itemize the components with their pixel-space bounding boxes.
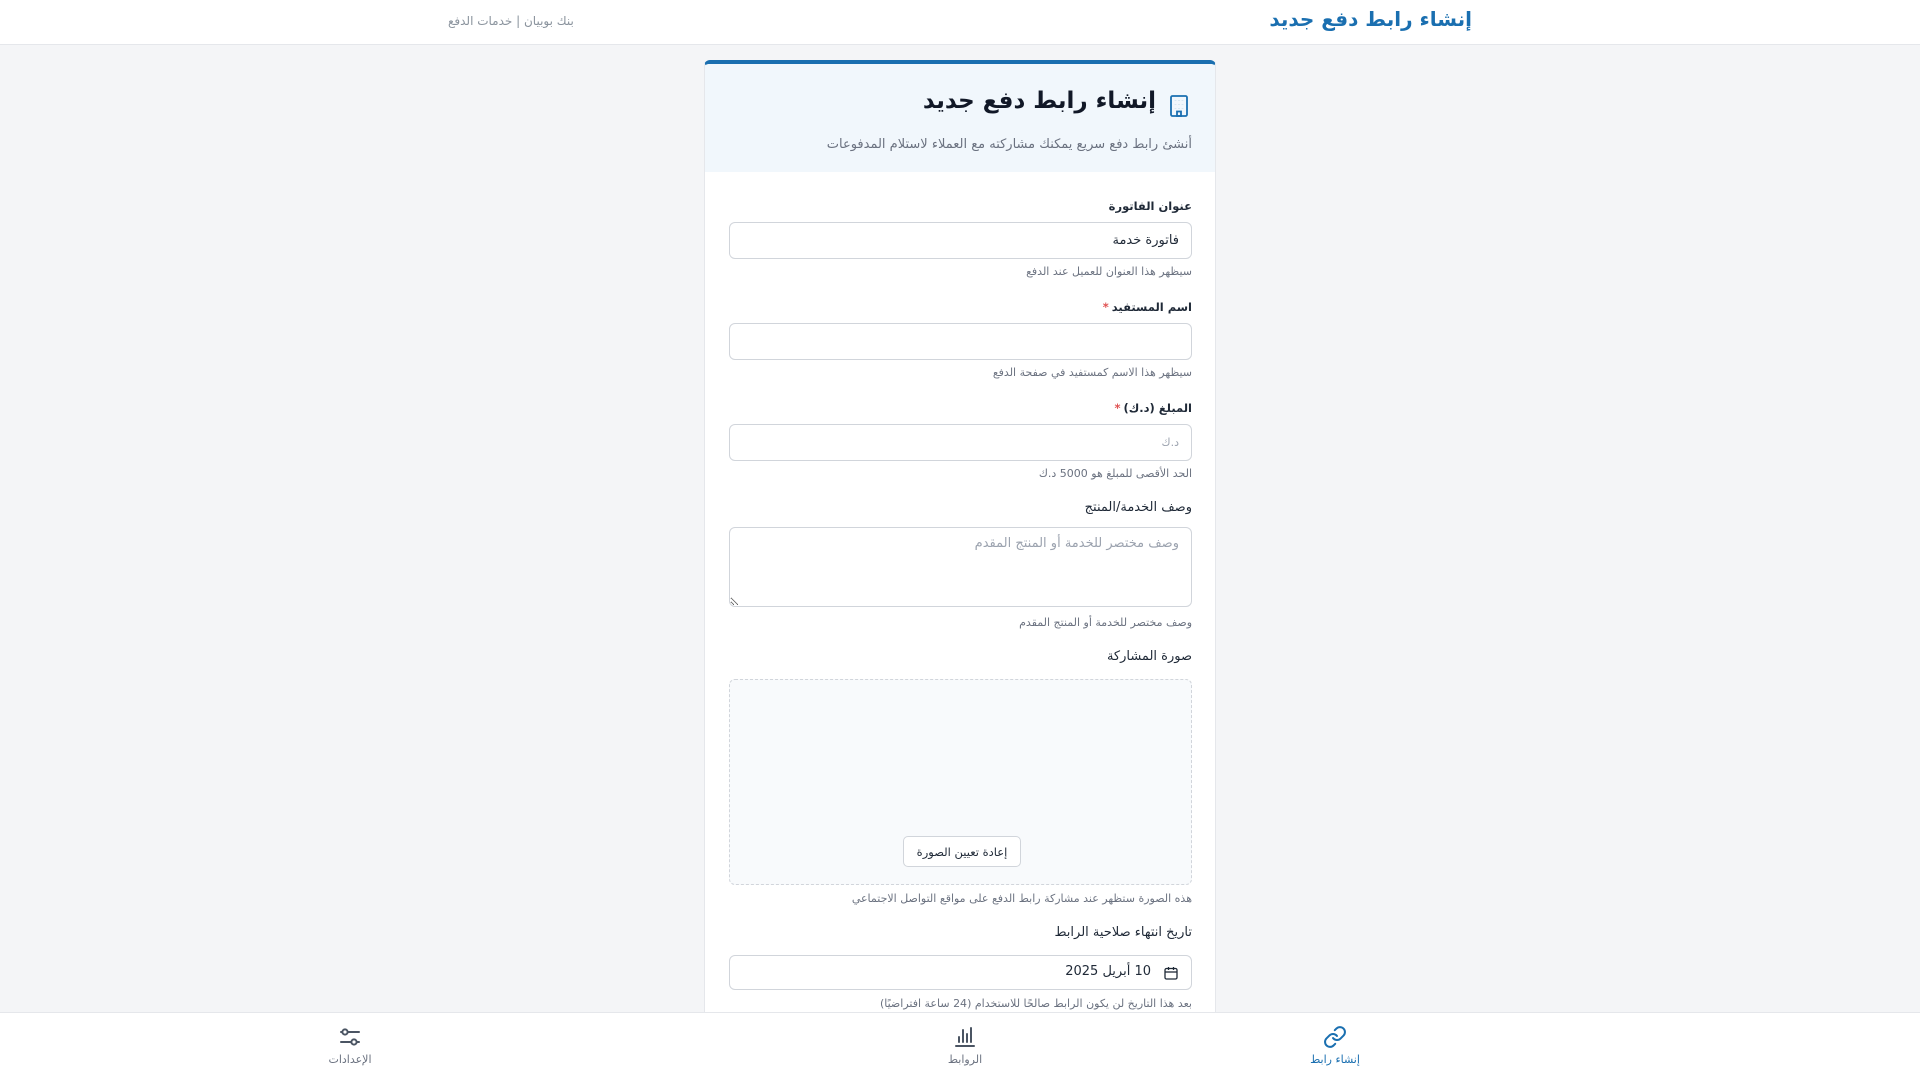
calendar-icon <box>1164 966 1178 980</box>
nav-links-label: الروابط <box>947 1053 983 1066</box>
building-icon <box>1168 94 1190 118</box>
beneficiary-label-text: اسم المستفيد <box>1111 300 1192 314</box>
bar-chart-icon <box>953 1025 977 1049</box>
share-image-hint: هذه الصورة ستظهر عند مشاركة رابط الدفع على مواقع التواصل الاجتماعي <box>851 892 1192 905</box>
amount-label <box>1114 401 1192 415</box>
share-image-label: صورة المشاركة <box>1106 649 1192 664</box>
nav-settings-label: الإعدادات <box>328 1053 372 1066</box>
description-label: وصف الخدمة/المنتج <box>1084 500 1192 515</box>
link-icon <box>1323 1025 1347 1049</box>
expiry-hint: بعد هذا التاريخ لن يكون الرابط صالحًا للاستخدام (24 ساعة افتراضيًا) <box>879 997 1192 1010</box>
settings-sliders-icon <box>338 1025 362 1049</box>
description-textarea[interactable] <box>729 527 1192 607</box>
expiry-label: تاريخ انتهاء صلاحية الرابط <box>1054 925 1192 940</box>
beneficiary-input[interactable] <box>729 323 1192 360</box>
amount-hint: الحد الأقصى للمبلغ هو 5000 د.ك <box>1038 467 1192 480</box>
header-subtitle: بنك بوبيان | خدمات الدفع <box>448 14 574 28</box>
create-link-card <box>704 60 1216 1020</box>
card-title: إنشاء رابط دفع جديد <box>922 88 1156 114</box>
bottom-nav <box>0 1012 1920 1080</box>
invoice-title-label-text: عنوان الفاتورة <box>1108 199 1192 213</box>
description-hint: وصف مختصر للخدمة أو المنتج المقدم <box>1019 616 1192 629</box>
invoice-title-label <box>1109 199 1192 213</box>
top-header <box>0 0 1920 45</box>
amount-label-text: المبلغ (د.ك) <box>1123 401 1192 415</box>
nav-links[interactable] <box>920 1025 1010 1066</box>
share-image-dropzone[interactable] <box>729 679 1192 885</box>
nav-create-link-label: إنشاء رابط <box>1310 1053 1360 1066</box>
card-description: أنشئ رابط دفع سريع يمكنك مشاركته مع العملاء لاستلام المدفوعات <box>826 137 1192 152</box>
required-mark: * <box>1102 300 1109 314</box>
header-title: إنشاء رابط دفع جديد <box>1269 7 1472 31</box>
required-mark: * <box>1114 401 1121 415</box>
expiry-date-picker[interactable] <box>729 955 1192 990</box>
expiry-date-value: 10 أبريل 2025 <box>1065 964 1151 979</box>
nav-create-link[interactable] <box>1290 1025 1380 1066</box>
invoice-title-hint: سيظهر هذا العنوان للعميل عند الدفع <box>1026 265 1192 278</box>
reset-image-button[interactable]: إعادة تعيين الصورة <box>903 836 1021 867</box>
beneficiary-hint: سيظهر هذا الاسم كمستفيد في صفحة الدفع <box>992 366 1192 379</box>
invoice-title-input[interactable] <box>729 222 1192 259</box>
amount-input[interactable] <box>729 424 1192 461</box>
beneficiary-label <box>1103 300 1192 314</box>
card-header <box>705 64 1215 172</box>
nav-settings[interactable] <box>305 1025 395 1066</box>
